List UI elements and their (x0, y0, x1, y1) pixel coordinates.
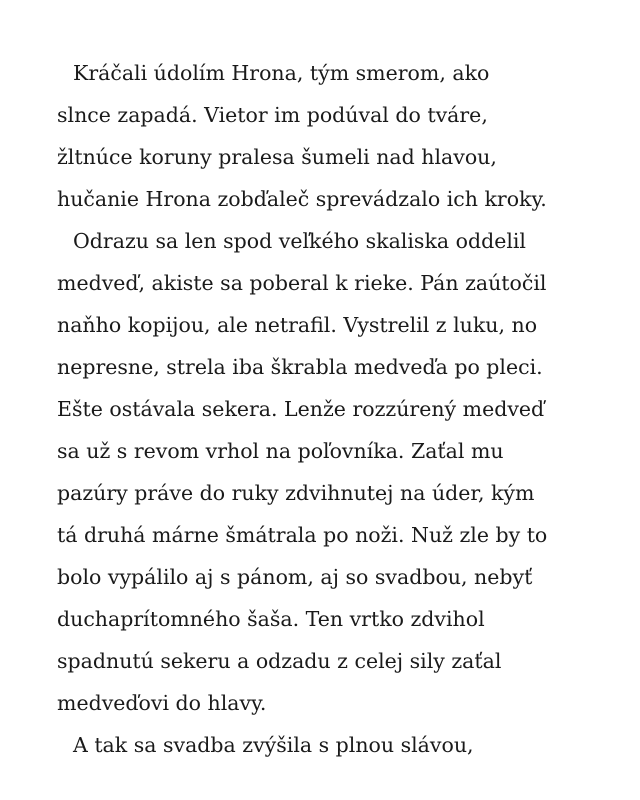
text-line: naňho kopijou, ale netrafil. Vystrelil z luku, no (57, 313, 538, 337)
text-line: medveď, akiste sa poberal k rieke. Pán zaútočil (57, 271, 547, 295)
text-line: bolo vypálilo aj s pánom, aj so svadbou, nebyť (57, 565, 533, 589)
text-line: tá druhá márne šmátrala po noži. Nuž zle by to (57, 523, 548, 547)
text-line: pazúry práve do ruky zdvihnutej na úder, kým (57, 481, 535, 505)
text-line: duchaprítomného šaša. Ten vrtko zdvihol (57, 607, 485, 631)
text-line: hučanie Hrona zobďaleč sprevádzalo ich kroky. (57, 187, 547, 211)
text-line: medveďovi do hlavy. (57, 691, 267, 715)
text-line: sa už s revom vrhol na poľovníka. Zaťal mu (57, 439, 504, 463)
text-line: A tak sa svadba zvýšila s plnou slávou, (73, 733, 474, 757)
text-line: Ešte ostávala sekera. Lenže rozzúrený medveď (57, 397, 545, 421)
text-line: spadnutú sekeru a odzadu z celej sily zaťal (57, 649, 502, 673)
body-text (57, 52, 627, 766)
text-line: Kráčali údolím Hrona, tým smerom, ako (73, 61, 490, 85)
text-line: slnce zapadá. Vietor im podúval do tváre, (57, 103, 488, 127)
text-line: nepresne, strela iba škrabla medveďa po pleci. (57, 355, 543, 379)
text-line: Odrazu sa len spod veľkého skaliska oddelil (73, 229, 526, 253)
text-line: žltnúce koruny pralesa šumeli nad hlavou, (57, 145, 497, 169)
